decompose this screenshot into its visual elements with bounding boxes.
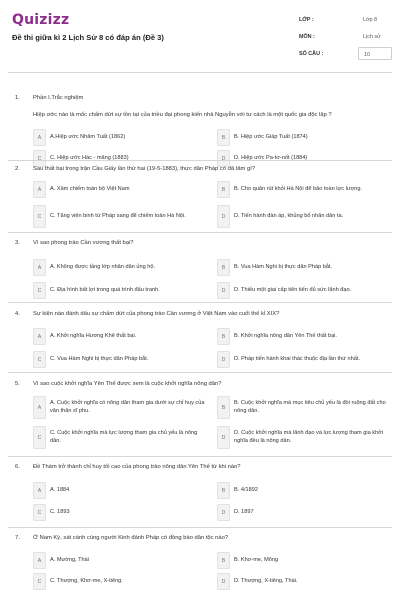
option-text: C. Địa hình bất lợi trong quá trình đấu tranh. — [50, 286, 160, 293]
divider — [8, 232, 392, 233]
question-text: Hiệp ước nào là mốc chấm dứt sự tồn tại của triều đại phong kiến nhà Nguyễn với tư cách là một quốc gia độc lập ? — [33, 112, 332, 118]
option-letter: C — [33, 282, 46, 299]
option-letter: A — [33, 482, 46, 499]
option-letter: A — [33, 396, 46, 419]
option-b[interactable] — [217, 129, 392, 146]
option-text: C. Vua Hàm Nghi bị thực dân Pháp bắt. — [50, 355, 149, 362]
option-text: D. Thượng, X-tiêng, Thái. — [234, 577, 298, 584]
meta-row-subject — [299, 30, 392, 47]
option-letter: B — [217, 396, 230, 419]
divider — [8, 527, 392, 528]
option-letter: D — [217, 573, 230, 590]
option-text: A. 1884 — [50, 486, 70, 493]
option-letter: A — [33, 259, 46, 276]
meta-value: Lịch sử — [363, 33, 381, 40]
option-text: B. Khởi nghĩa nông dân Yên Thế thất bại. — [234, 332, 337, 339]
option-letter: B — [217, 482, 230, 499]
option-c[interactable] — [33, 282, 208, 299]
option-letter: D — [217, 282, 230, 299]
section-title: Phần I.Trắc nghiệm — [33, 95, 84, 101]
worksheet-header — [0, 0, 400, 72]
question-text: Ở Nam Kỳ, sát cánh cùng người Kinh đánh Pháp có đồng bào dân tộc nào? — [33, 535, 229, 541]
meta-label: LỚP : — [299, 17, 314, 23]
option-letter: B — [217, 129, 230, 146]
option-letter: D — [217, 351, 230, 368]
option-text: B. Hiệp ước Giáp Tuất (1874) — [234, 133, 308, 140]
option-c[interactable] — [33, 504, 208, 521]
divider — [8, 72, 392, 73]
option-letter: B — [217, 181, 230, 198]
option-text: B. Cho quân rút khỏi Hà Nội để bảo toàn lực lượng. — [234, 185, 363, 192]
option-text: A.Hiệp ước Nhâm Tuất (1862) — [50, 133, 126, 140]
option-b[interactable] — [217, 328, 392, 345]
option-a[interactable] — [33, 482, 208, 499]
document-title: Đề thi giữa kì 2 Lịch Sử 8 có đáp án (Đề 3) — [12, 33, 164, 42]
option-letter: A — [33, 129, 46, 146]
option-letter: A — [33, 552, 46, 569]
question-block-2 — [8, 166, 392, 236]
divider — [8, 456, 392, 457]
option-text: A. Không được tầng lớp nhân dân ủng hộ. — [50, 263, 156, 270]
option-letter: C — [33, 573, 46, 590]
option-letter: B — [217, 328, 230, 345]
option-text: D. Thiếu một giai cấp tiên tiến đủ sức lãnh đạo. — [234, 286, 352, 293]
meta-value: Lớp 8 — [363, 16, 378, 23]
option-text: B. 4/1892 — [234, 486, 258, 493]
divider — [8, 160, 392, 161]
option-a[interactable] — [33, 259, 208, 276]
option-letter: A — [33, 328, 46, 345]
option-letter: C — [33, 426, 46, 449]
option-b[interactable] — [217, 396, 392, 419]
option-b[interactable] — [217, 259, 392, 276]
question-number: 7. — [15, 535, 20, 541]
question-number: 2. — [15, 166, 20, 172]
option-c[interactable] — [33, 573, 208, 590]
question-block-5 — [8, 381, 392, 453]
meta-label: MÔN : — [299, 34, 315, 40]
option-c[interactable] — [33, 150, 208, 167]
option-text: C. Tăng viện binh từ Pháp sang để chiếm toàn Hà Nội. — [50, 212, 186, 219]
worksheet-meta — [299, 13, 392, 64]
divider — [8, 302, 392, 303]
option-letter: D — [217, 426, 230, 449]
question-block-3 — [8, 240, 392, 300]
option-text: D. Cuộc khởi nghĩa mà lãnh đạo và lực lượng tham gia khởi nghĩa đều là nông dân. — [234, 430, 384, 444]
question-block-7 — [8, 535, 392, 595]
option-letter: D — [217, 504, 230, 521]
question-block-4 — [8, 311, 392, 371]
option-text: D. Hiệp ước Pa-tơ-nốt (1884) — [234, 154, 308, 161]
option-a[interactable] — [33, 328, 208, 345]
question-block-6 — [8, 464, 392, 524]
question-text: Đề Thám trở thành chỉ huy tối cao của phong trào nông dân Yên Thế từ khi nào? — [33, 464, 241, 470]
option-c[interactable] — [33, 351, 208, 368]
question-number: 5. — [15, 381, 20, 387]
option-text: D. 1897 — [234, 508, 254, 515]
divider — [8, 372, 392, 373]
option-d[interactable] — [217, 573, 392, 590]
option-text: C. Thượng, Khơ-me, X-tiêng. — [50, 577, 123, 584]
option-letter: C — [33, 150, 46, 167]
option-d[interactable] — [217, 150, 392, 167]
option-d[interactable] — [217, 205, 392, 228]
question-number: 4. — [15, 311, 20, 317]
question-block-1 — [8, 95, 392, 162]
question-number: 6. — [15, 464, 20, 470]
option-d[interactable] — [217, 282, 392, 299]
option-a[interactable] — [33, 552, 208, 569]
option-c[interactable] — [33, 205, 208, 228]
meta-value: 10 — [358, 47, 392, 60]
option-letter: B — [217, 552, 230, 569]
option-text: C. 1893 — [50, 508, 70, 515]
option-d[interactable] — [217, 351, 392, 368]
option-text: D. Tiến hành đàn áp, khủng bố nhân dân ta. — [234, 212, 344, 219]
option-text: C. Hiệp ước Hác - măng (1883) — [50, 154, 129, 161]
option-text: A. Mường, Thái — [50, 556, 90, 563]
option-d[interactable] — [217, 504, 392, 521]
option-b[interactable] — [217, 181, 392, 198]
option-letter: C — [33, 205, 46, 228]
option-letter: D — [217, 150, 230, 167]
option-letter: A — [33, 181, 46, 198]
question-number: 1. — [15, 95, 20, 101]
option-text: B. Cuộc khởi nghĩa mà mục tiêu chủ yếu là đòi ruộng đất cho nông dân. — [234, 400, 386, 414]
quizizz-logo: Quizizz — [12, 12, 70, 28]
question-text: Sau thất bại trong trận Cầu Giấy lần thứ hai (19-5-1883), thực dân Pháp có dã tâm gì? — [33, 166, 256, 172]
option-b[interactable] — [217, 482, 392, 499]
option-c[interactable] — [33, 426, 208, 449]
option-letter: D — [217, 205, 230, 228]
question-text: Vì sao cuộc khởi nghĩa Yên Thế được xem là cuộc khởi nghĩa nông dân? — [33, 381, 222, 387]
option-text: C. Cuộc khởi nghĩa mà lực lượng tham gia chủ yếu là nông dân. — [50, 430, 198, 444]
option-letter: B — [217, 259, 230, 276]
option-text: B. Khơ-me, Mông — [234, 556, 279, 563]
meta-label: SỐ CÂU : — [299, 51, 324, 57]
option-b[interactable] — [217, 552, 392, 569]
option-d[interactable] — [217, 426, 392, 449]
option-text: A. Xâm chiếm toàn bộ Việt Nam — [50, 185, 130, 192]
question-number: 3. — [15, 240, 20, 246]
meta-row-class — [299, 13, 392, 30]
meta-row-question-count — [299, 47, 392, 64]
option-letter: C — [33, 351, 46, 368]
option-letter: C — [33, 504, 46, 521]
option-text: D. Pháp tiến hành khai thác thuộc địa lần thứ nhất. — [234, 355, 360, 362]
option-a[interactable] — [33, 396, 208, 419]
question-text: Vì sao phong trào Cần vương thất bại? — [33, 240, 134, 246]
option-a[interactable] — [33, 181, 208, 198]
option-text: A. Khởi nghĩa Hương Khê thất bại. — [50, 332, 137, 339]
question-text: Sự kiện nào đánh dấu sự chấm dứt của phong trào Cần vương ở Việt Nam vào cuối thế kỉ XIX? — [33, 311, 280, 317]
option-text: B. Vua Hàm Nghi bị thực dân Pháp bắt. — [234, 263, 333, 270]
option-text: A. Cuộc khởi nghĩa có nông dân tham gia dưới sự chỉ huy của văn thân sĩ phu. — [50, 400, 205, 414]
option-a[interactable] — [33, 129, 208, 146]
